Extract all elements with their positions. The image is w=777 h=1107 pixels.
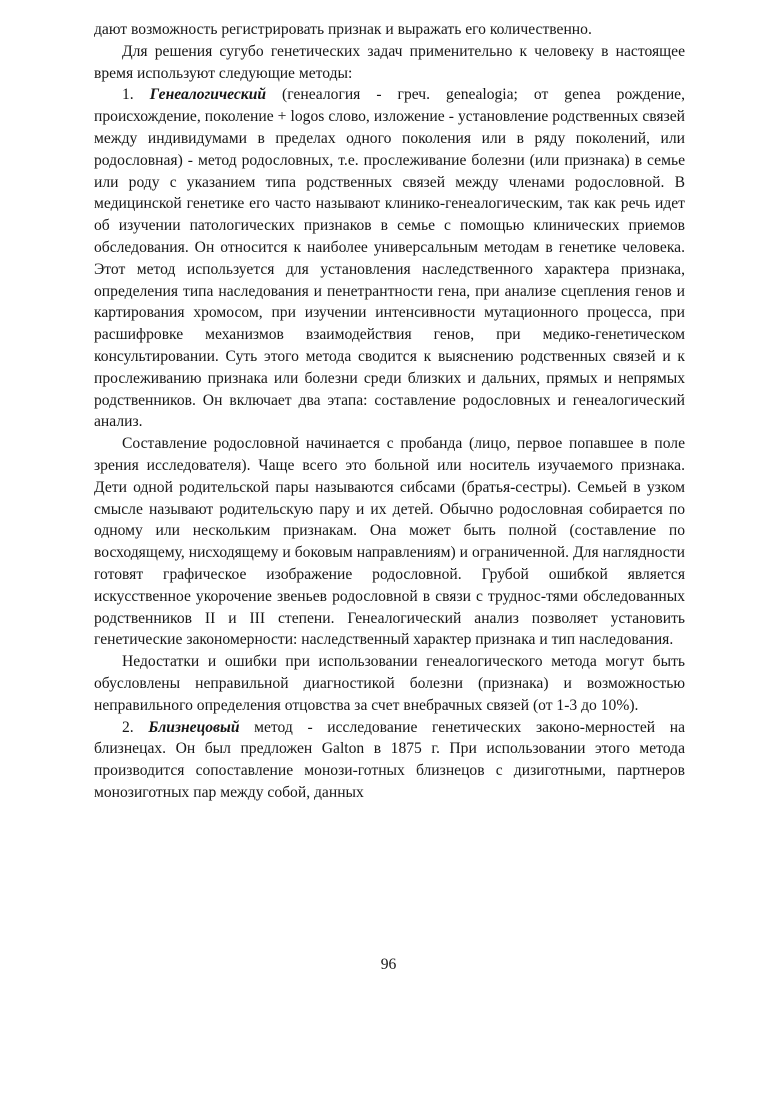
paragraph-pedigree-construction [94, 433, 685, 651]
list-number: 2. [122, 718, 149, 736]
term-genealogical: Генеалогический [149, 86, 267, 104]
term-twin: Близнецовый [148, 718, 240, 736]
paragraph-twin-method [94, 717, 685, 804]
paragraph-text: Недостатки и ошибки при использовании генеалогического метода могут быть обусловлены неправильной диагностикой болезни (признака) и возможностью неправильного определения отцовства за счет внебрачных связей (от 1-3 до 10%). [94, 653, 685, 714]
paragraph-text: (генеалогия - греч. genealogia; от genea рождение, происхождение, поколение + logos слово, изложение - установление родственных связей между индивидумами в пределах одного поколения или в ряду поколений, или родословная) - метод родословных, т.е. прослеживание болезни (или признака) в семье или роду с указанием типа родственных связей между членами родословной. В медицинской генетике его часто называют клинико-генеалогическим, так как речь идет об изучении патологических признаков в семье с помощью клинических приемов обследования. Он относится к наиболее универсальным методам в генетике человека. Этот метод используется для установления наследственного характера признака, определения типа наследования и пенетрантности гена, при анализе сцепления генов и картирования хромосом, при изучении интенсивности мутационного процесса, при расшифровке механизмов взаимодействия генов, при медико-генетическом консультировании. Суть этого метода сводится к выяснению родственных связей и к прослеживанию признака или болезни среди близких и дальних, прямых и непрямых родственников. Он включает два этапа: составление родословных и генеалогический анализ. [94, 86, 685, 431]
list-number: 1. [122, 86, 150, 104]
paragraph-text: дают возможность регистрировать признак и выражать его количественно. [94, 21, 592, 38]
paragraph-genealogical-method [94, 84, 685, 433]
page-text [94, 19, 685, 804]
paragraph-text: Составление родословной начинается с пробанда (лицо, первое попавшее в поле зрения исследователя). Чаще всего это больной или носитель изучаемого признака. Дети одной родительской пары называются сибсами (братья-сестры). Семьей в узком смысле называют родительскую пару и их детей. Обычно родословная собирается по одному или нескольким признакам. Она может быть полной (составление по восходящему, нисходящему и боковым направлениям) и ограниченной. Для наглядности готовят графическое изображение родословной. Грубой ошибкой является искусственное укорочение звеньев родословной в связи с труднос-тями обследованных родственников II и III степени. Генеалогический анализ позволяет установить генетические закономерности: наследственный характер признака и тип наследования. [94, 435, 685, 649]
paragraph-text: Для решения сугубо генетических задач применительно к человеку в настоящее время используют следующие методы: [94, 42, 685, 82]
paragraph-methods-intro [94, 41, 685, 85]
paragraph-text: метод - исследование генетических законо-мерностей на близнецах. Он был предложен Galton в 1875 г. При использовании этого метода производится сопоставление монози-готных близнецов с дизиготными, партнеров монозиготных пар между собой, данных [94, 718, 685, 801]
page-number: 96 [380, 956, 397, 973]
paragraph-continuation [94, 19, 685, 41]
paragraph-method-limitations [94, 651, 685, 716]
